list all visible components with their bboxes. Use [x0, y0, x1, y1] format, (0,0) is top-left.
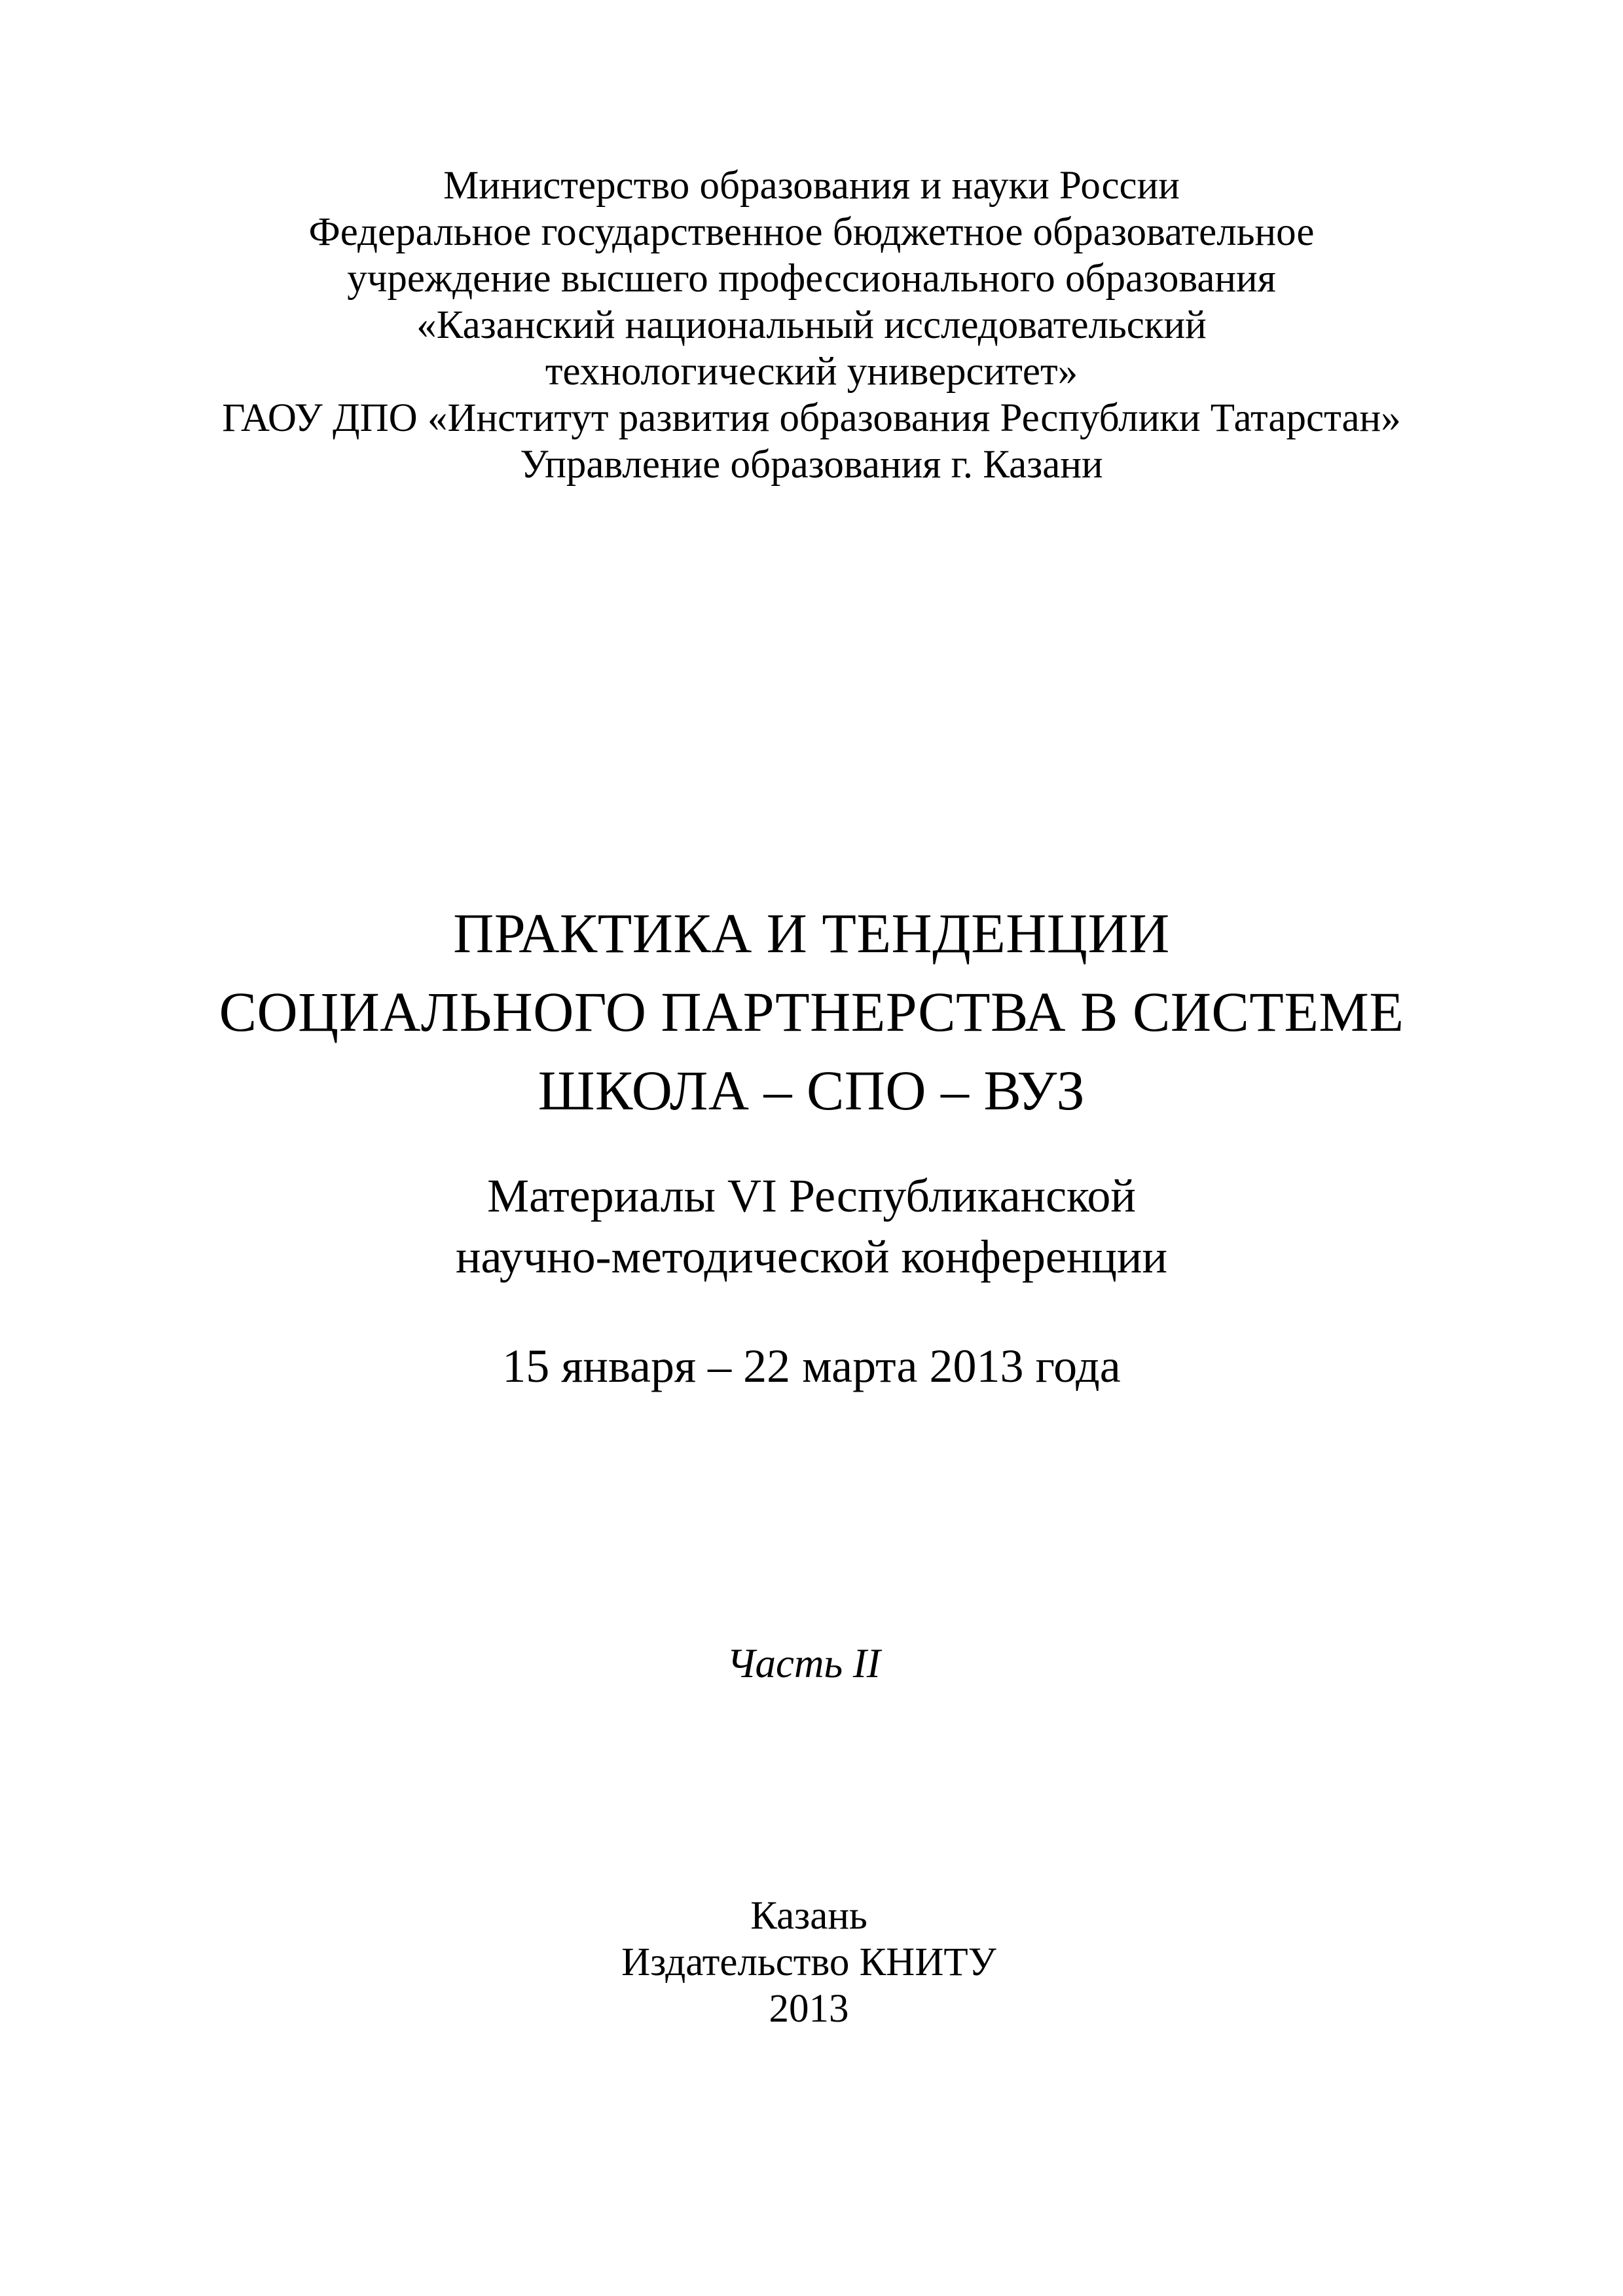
part-label	[0, 1637, 1615, 1690]
imprint-city: Казань	[750, 1894, 867, 1938]
document-title	[0, 894, 1623, 1130]
subtitle-line-1: Материалы VI Республиканской	[487, 1170, 1136, 1222]
document-subtitle	[0, 1166, 1623, 1287]
title-line-1: ПРАКТИКА И ТЕНДЕНЦИИ	[453, 902, 1170, 965]
subtitle-line-2: научно-методической конференции	[456, 1231, 1167, 1283]
header-line-university-name: «Казанский национальный исследовательский	[416, 303, 1207, 347]
title-line-2: СОЦИАЛЬНОГО ПАРТНЕРСТВА В СИСТЕМЕ	[219, 980, 1404, 1043]
imprint-publisher: Издательство КНИТУ	[621, 1940, 996, 1984]
part-text: Часть II	[727, 1640, 881, 1686]
header-line-institute: ГАОУ ДПО «Институт развития образования Республики Татарстан»	[222, 396, 1401, 440]
header-line-department: Управление образования г. Казани	[520, 443, 1103, 487]
header-line-ministry: Министерство образования и науки России	[443, 164, 1180, 208]
dates-text: 15 января – 22 марта 2013 года	[502, 1340, 1121, 1392]
conference-dates	[0, 1336, 1623, 1397]
header-line-university-name-cont: технологический университет»	[545, 350, 1078, 394]
imprint-year: 2013	[769, 1987, 849, 2031]
title-line-3: ШКОЛА – СПО – ВУЗ	[538, 1059, 1085, 1122]
header-line-federal: Федеральное государственное бюджетное образовательное	[308, 210, 1315, 254]
institution-header	[0, 162, 1623, 488]
header-line-institution-type: учреждение высшего профессионального образования	[347, 257, 1276, 301]
imprint	[0, 1893, 1620, 2032]
